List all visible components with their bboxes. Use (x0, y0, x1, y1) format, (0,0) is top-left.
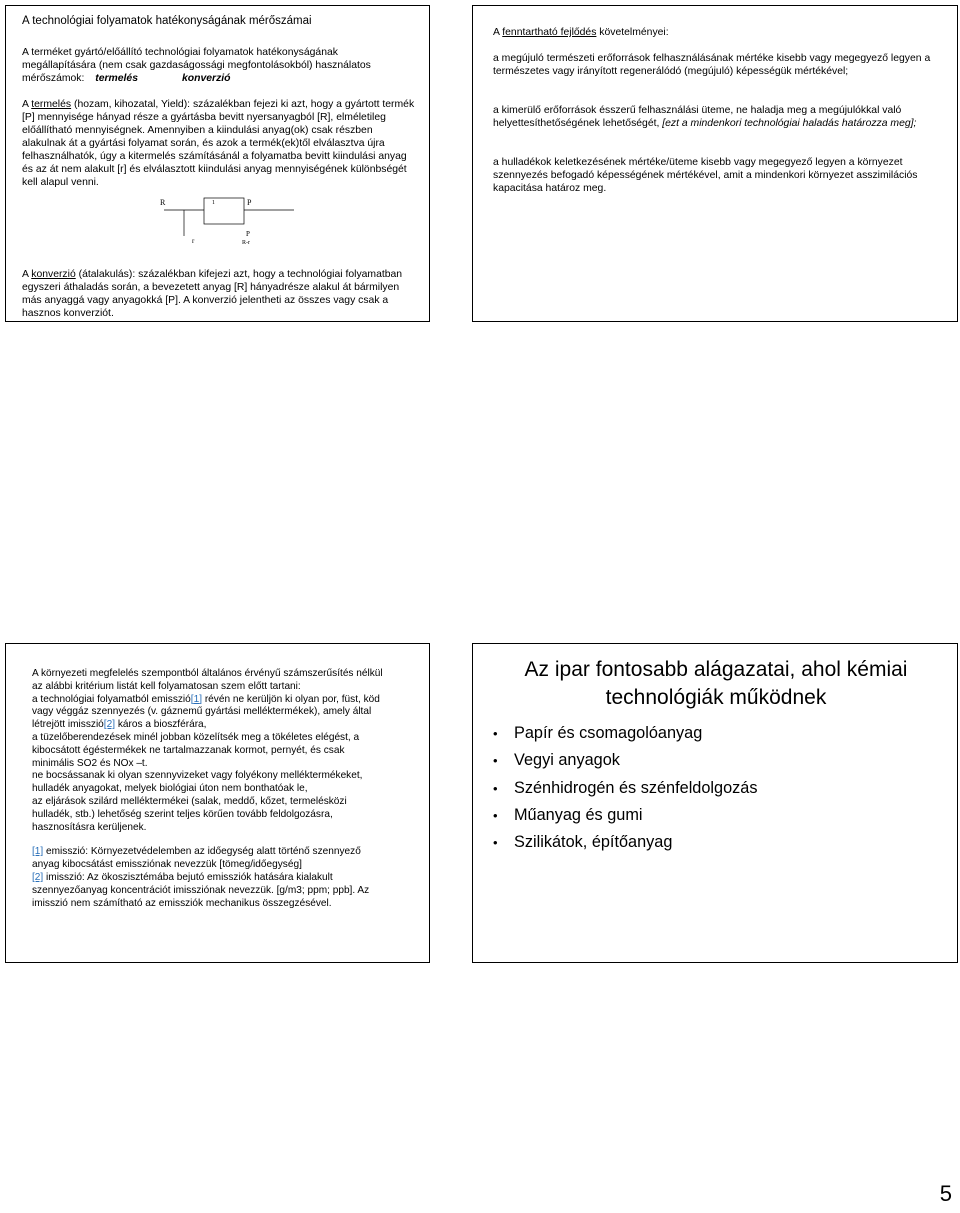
footnote-ref-1[interactable]: [1] (190, 693, 203, 705)
diagram-label-p-out: P (247, 198, 252, 207)
slide-sustainability (472, 5, 958, 322)
list-item: • Szénhidrogén és szénfeldolgozás (493, 775, 757, 802)
slide-industry-sectors (472, 643, 958, 963)
bullet-icon: • (493, 753, 498, 769)
footnote-2: [2] imisszió: Az ökoszisztémába bejutó emissziók hatására kialakult (32, 871, 333, 883)
diagram-label-r-recycle: r (192, 237, 195, 245)
diagram-label-box: 1 (212, 200, 215, 206)
term-konverzio: konverzió (31, 269, 76, 280)
bullet-icon: • (493, 835, 498, 851)
konverzio-paragraph: A konverzió (átalakulás): százalékban kifejezi azt, hogy a technológiai folyamatban egyszeri áthaladás során, a bevezetett anyag [R] hányadrésze alakul át bármilyen más anyaggá vagy anyagokká [P]. A konverzió jelentheti az összes vagy csak a hasznos konverziót. (22, 269, 403, 319)
criteria-text: A környezeti megfelelés szempontból általános érvényű számszerűsítés nélkül az alábbi kritérium listát kell folyamatosan szem előtt tartani: a technológiai folyamatból emisszió[1] révén ne kerüljön ki olyan por, füst, köd vagy véggáz szennyezés (v. gáznemű gyártási melléktermékek), amely által létrejött imisszió[2] káros a bioszférára, a tüzelőberendezések minél jobban közelítsék meg a tökéletes elégést, a kibocsátott égéstermékek ne tartalmazzanak kormot, pernyét, és csak minimális SO2 és NOx –t. ne bocsássanak ki olyan szennyvizeket vagy folyékony melléktermékeket, hulladék anyagokat, melyek biológiai úton nem bonthatóak le, az eljárások szilárd melléktermékei (salak, meddő, kőzet, termelésközi hulladék, stb.) lehetőség szerint teljes körűen tovább feldolgozásra, hasznosításra kerüljenek. [1] emisszió: Környezetvédelemben az időegység alatt történő szennyező anyag kibocsátást emissziónak nevezzük [tömeg/időegység] [2] imisszió: Az ökoszisztémába bejutó emissziók hatására kialakult szennyezőanyag koncentrációt imissziónak nevezzük. [g/m3; ppm; ppb]. Az imisszió nem számítható az emissziók mechanikus összegzésével. (32, 668, 412, 910)
sustainability-heading: A fenntartható fejlődés követelményei: (493, 27, 669, 38)
requirement-waste: a hulladékok keletkezésének mértéke/üteme kisebb vagy megegyező legyen a környezet szennyezés befogadó képességének mértékével, amit a mindenkori környezet asszimilációs kapacitása határoz meg. (493, 157, 918, 194)
list-item: • Papír és csomagolóanyag (493, 720, 757, 747)
requirement-renewable: a megújuló természeti erőforrások felhasználásának mértéke kisebb vagy megegyező legyen a természetes vagy irányított regenerálódó (megújuló) képességük mértékével; (493, 53, 931, 77)
termeles-paragraph: A termelés (hozam, kihozatal, Yield): százalékban fejezi ki azt, hogy a gyártott termék [P] mennyisége hányad része a gyártásba bevitt nyersanyagból [R], elméletileg előállítható mennyiségnek. Amennyiben a kiindulási anyag(ok) csak részben alakulnak át a gyártási folyamat során, és azok a termék(ek)től elválasztva újra felhasználhatók, úgy a kitermelés számításánál a folyamatba bevitt kiindulási anyag és az át nem alakult [r] és elválasztott kiindulási anyag mennyiségének különbségét kell alapul venni. (22, 99, 415, 188)
footnote-2-anchor[interactable]: [2] (32, 871, 44, 883)
slide-title: A technológiai folyamatok hatékonyságának mérőszámai (22, 15, 312, 27)
requirement-depletable: a kimerülő erőforrások ésszerű felhasználási üteme, ne haladja meg a megújulókkal való helyettesíthetőségének lehetőségét, [ezt a mindenkori technológiai haladás határozza meg]; (493, 105, 917, 129)
diagram-label-p-bottom: P (246, 230, 250, 238)
slide-environmental-criteria (5, 643, 430, 963)
bullet-icon: • (493, 780, 498, 796)
page-number: 5 (939, 1181, 952, 1206)
term-termeles: termelés (31, 99, 72, 110)
tag-termeles: termelés (95, 73, 138, 84)
list-item: • Szilikátok, építőanyag (493, 829, 757, 856)
diagram-label-r-in: R (160, 198, 166, 207)
slide-efficiency-metrics (5, 5, 430, 322)
diagram-label-r-minus-r: R-r (242, 240, 250, 246)
sectors-heading: Az ipar fontosabb alágazatai, ahol kémiai technológiák működnek (524, 658, 908, 709)
footnote-ref-2[interactable]: [2] (103, 719, 116, 731)
yield-diagram (154, 192, 314, 252)
footnote-1: [1] emisszió: Környezetvédelemben az időegység alatt történő szennyező (32, 846, 361, 858)
footnote-1-anchor[interactable]: [1] (32, 846, 44, 858)
term-fenntarthato: fenntartható fejlődés (502, 27, 597, 38)
list-item: • Vegyi anyagok (493, 747, 757, 774)
list-item: • Műanyag és gumi (493, 802, 757, 829)
sectors-list (493, 720, 757, 856)
bullet-icon: • (493, 726, 498, 741)
intro-text: A terméket gyártó/előállító technológiai folyamatok hatékonyságának megállapítására (nem csak gazdaságossági megfontolásokból) használatos mérőszámok: termelés konverzió (22, 47, 371, 84)
tag-konverzio: konverzió (182, 73, 231, 84)
bullet-icon: • (493, 807, 498, 823)
